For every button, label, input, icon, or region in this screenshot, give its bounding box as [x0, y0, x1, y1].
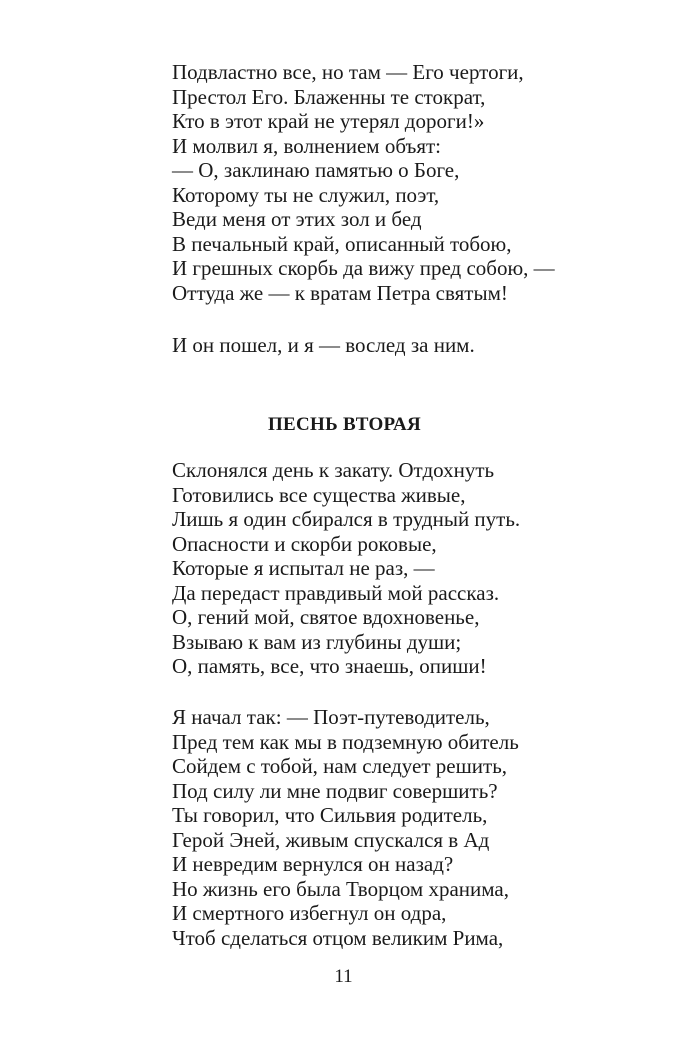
verse-line: Склонялся день к закату. Отдохнуть — [172, 458, 495, 482]
verse-line: Я начал так: — Поэт-путеводитель, — [172, 705, 490, 729]
verse-line: Сойдем с тобой, нам следует решить, — [172, 754, 508, 778]
verse-line: О, гений мой, святое вдохновенье, — [172, 605, 480, 629]
verse-line: Чтоб сделаться отцом великим Рима, — [172, 925, 504, 950]
stanza — [172, 458, 632, 679]
stanza — [172, 705, 632, 950]
verse-line: Веди меня от этих зол и бед — [172, 207, 422, 231]
page-number: 11 — [334, 966, 353, 987]
verse-line: Престол Его. Блаженны те стократ, — [172, 84, 486, 109]
verse-line: Взываю к вам из глубины души; — [172, 629, 462, 654]
verse-line: Подвластно все, но там — Его чертоги, — [172, 60, 524, 84]
verse-line: И невредим вернулся он назад? — [172, 852, 454, 876]
verse-line: Но жизнь его была Творцом хранима, — [172, 876, 509, 901]
verse-line: Оттуда же — к вратам Петра святым! — [172, 280, 508, 305]
verse-line: В печальный край, описанный тобою, — [172, 231, 512, 256]
verse-line: Ты говорил, что Сильвия родитель, — [172, 803, 488, 827]
verse-line: Герой Эней, живым спускался в Ад — [172, 827, 490, 852]
stanza — [172, 333, 632, 358]
verse-line: Кто в этот край не утерял дороги!» — [172, 109, 485, 133]
canto-heading: ПЕСНЬ ВТОРАЯ — [267, 414, 422, 435]
verse-line: Да передаст правдивый мой рассказ. — [172, 580, 500, 605]
verse-line: Опасности и скорби роковые, — [172, 531, 437, 556]
stanza — [172, 60, 632, 305]
verse-line: И молвил я, волнением объят: — [172, 133, 442, 158]
verse-line: И он пошел, и я — вослед за ним. — [172, 333, 475, 357]
verse-line: — О, заклинаю памятью о Боге, — [172, 158, 460, 182]
verse-line: Которому ты не служил, поэт, — [172, 182, 440, 207]
verse-line: Лишь я один сбирался в трудный путь. — [172, 507, 521, 531]
verse-line: Пред тем как мы в подземную обитель — [172, 729, 519, 754]
verse-line: Которые я испытал не раз, — — [172, 556, 435, 580]
verse-line: И смертного избегнул он одра, — [172, 901, 447, 925]
verse-line: Готовились все существа живые, — [172, 482, 466, 507]
verse-line: И грешных скорбь да вижу пред собою, — — [172, 256, 555, 280]
verse-line: О, память, все, что знаешь, опиши! — [172, 654, 487, 678]
verse-line: Под силу ли мне подвиг совершить? — [172, 778, 498, 803]
